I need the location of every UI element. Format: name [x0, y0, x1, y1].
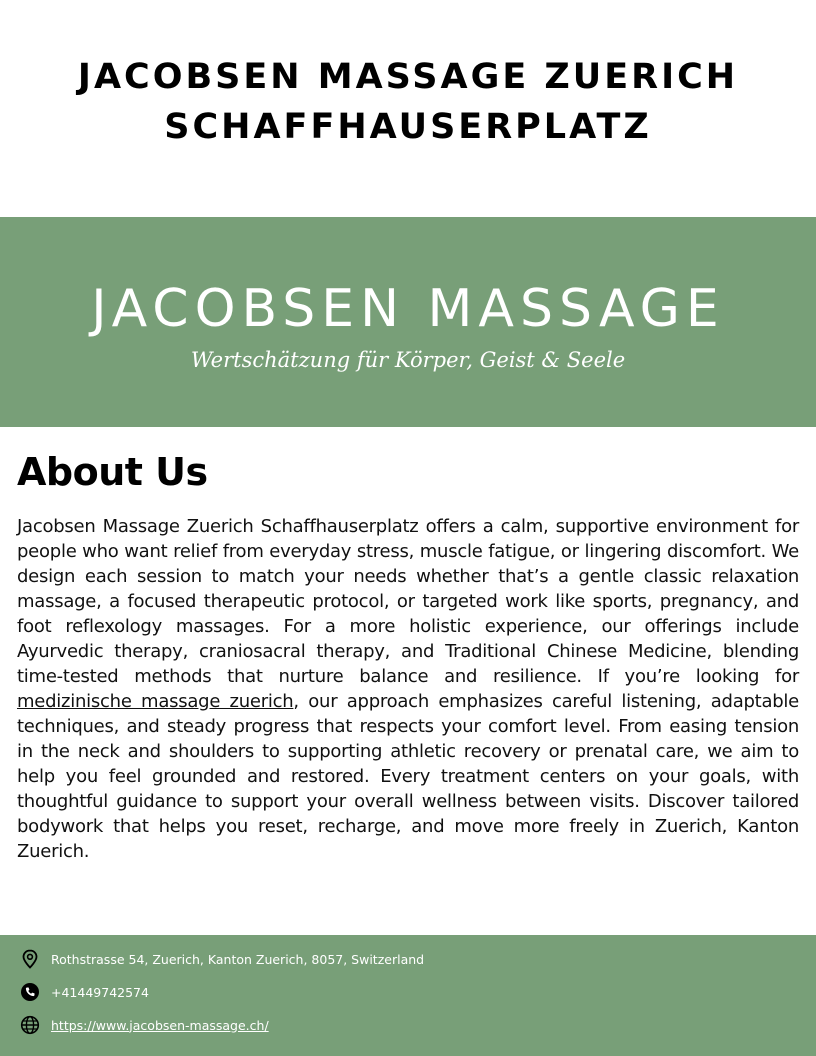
footer-website-row — [20, 1014, 269, 1036]
about-text-part-2: , our approach emphasizes careful listening, adaptable techniques, and steady progress that respects your comfort level. From easing tension in the neck and shoulders to supporting athletic recovery or prenatal care, we aim to help you feel grounded and restored. Every treatment centers on your goals, with thoughtful guidance to support your overall wellness between visits. Discover tailored bodywork that helps you reset, recharge, and move more freely in Zuerich, Kanton Zuerich. — [17, 691, 799, 862]
footer-address: Rothstrasse 54, Zuerich, Kanton Zuerich, 8057, Switzerland — [51, 951, 425, 967]
page-title-line-2: SCHAFFHAUSERPLATZ — [164, 107, 652, 147]
page-title-line-1: JACOBSEN MASSAGE ZUERICH — [77, 57, 739, 97]
footer-address-row — [20, 948, 424, 970]
about-body-text — [17, 514, 799, 864]
footer-website-link[interactable]: https://www.jacobsen-massage.ch/ — [51, 1017, 269, 1033]
footer-phone-row — [20, 981, 149, 1003]
location-pin-icon — [20, 949, 40, 969]
phone-icon — [20, 982, 40, 1002]
globe-icon — [20, 1015, 40, 1035]
about-text-part-1: Jacobsen Massage Zuerich Schaffhauserplatz offers a calm, supportive environment for people who want relief from everyday stress, muscle fatigue, or lingering discomfort. We design each session to match your needs whether that’s a gentle classic relaxation massage, a focused therapeutic protocol, or targeted work like sports, pregnancy, and foot reflexology massages. For a more holistic experience, our offerings include Ayurvedic therapy, craniosacral therapy, and Traditional Chinese Medicine, blending time-tested methods that nurture balance and resilience. If you’re looking for — [17, 516, 799, 687]
brand-banner — [0, 217, 816, 427]
brand-logo-text: JACOBSEN MASSAGE — [91, 279, 725, 339]
page-title — [0, 52, 816, 152]
about-heading: About Us — [17, 450, 208, 494]
footer-phone: +41449742574 — [51, 984, 149, 1000]
contact-footer — [0, 935, 816, 1056]
medizinische-massage-link[interactable]: medizinische massage zuerich — [17, 691, 294, 712]
brand-tagline: Wertschätzung für Körper, Geist & Seele — [190, 348, 626, 372]
